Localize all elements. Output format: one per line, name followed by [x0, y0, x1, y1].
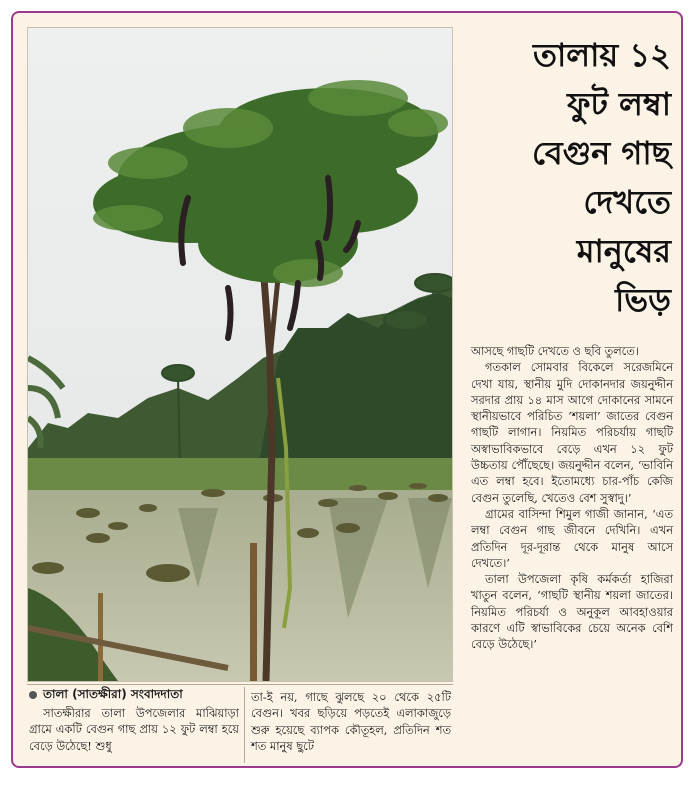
- bullet-icon: [29, 691, 37, 699]
- eggplant-tree-photo: [28, 28, 452, 681]
- headline-line: দেখতে: [583, 183, 671, 221]
- headline: [465, 31, 671, 325]
- article-paragraph: আসছে গাছটি দেখতে ও ছবি তুলতে।: [471, 344, 639, 358]
- byline: [29, 686, 239, 706]
- byline-text: তালা (সাতক্ষীরা) সংবাদদাতা: [43, 687, 183, 701]
- news-photo: [27, 27, 453, 682]
- article-column-a: সাতক্ষীরার তালা উপজেলার মাঝিয়াড়া গ্রামে একটি বেগুন গাছ প্রায় ১২ ফুট লম্বা হয়ে বেড়ে উঠেছে! শুধু: [29, 706, 239, 753]
- divider: [27, 684, 453, 685]
- article-paragraph: তালা উপজেলা কৃষি কর্মকর্তা হাজিরা খাতুন বলেন, ‘গাছটি স্থানীয় শয়লা জাতের। নিয়মিত পরিচর্যা ও অনুকূল আবহাওয়ার কারণে এটি স্বাভাবিকের চেয়ে অনেক বেশি বেড়ে উঠেছে।’: [471, 572, 673, 652]
- headline-line: মানুষের: [576, 232, 671, 270]
- column-divider: [244, 687, 245, 763]
- headline-line: ভিড়: [615, 281, 671, 319]
- article-paragraph: গতকাল সোমবার বিকেলে সরেজমিনে দেখা যায়, স্থানীয় মুদি দোকানদার জয়নুদ্দীন সরদার প্রায় ১৪ মাস আগে দোকানের সামনে স্থানীয়ভাবে পরিচিত ‘শয়লা’ জাতের বেগুন গাছটি লাগান। নিয়মিত পরিচর্যায় গাছটি অস্বাভাবিকভাবে বেড়ে এখন ১২ ফুট উচ্চতায় পৌঁছেছে। জয়নুদ্দীন বলেন, ‘ভাবিনি এত লম্বা হবে। ইতোমধ্যে চার-পাঁচ কেজি বেগুন তুলেছি, খেতেও বেশ সুস্বাদু।’: [471, 360, 673, 505]
- headline-line: তালায় ১২: [533, 36, 671, 74]
- headline-line: ফুট লম্বা: [567, 85, 671, 123]
- headline-line: বেগুন গাছ: [531, 134, 671, 172]
- article-column-right: [471, 343, 673, 653]
- news-clipping: [11, 11, 683, 768]
- article-paragraph: গ্রামের বাসিন্দা শিমুল গাজী জানান, ‘এত লম্বা বেগুন গাছ জীবনে দেখিনি। এখন প্রতিদিন দূর-দূরান্ত থেকে মানুষ আসে দেখতে।’: [471, 506, 673, 570]
- article-column-b: তা-ই নয়, গাছে ঝুলছে ২০ থেকে ২৫টি বেগুন। খবর ছড়িয়ে পড়তেই এলাকাজুড়ে শুরু হয়েছে ব্যাপক কৌতূহল, প্রতিদিন শত শত মানুষ ছুটে: [251, 690, 451, 753]
